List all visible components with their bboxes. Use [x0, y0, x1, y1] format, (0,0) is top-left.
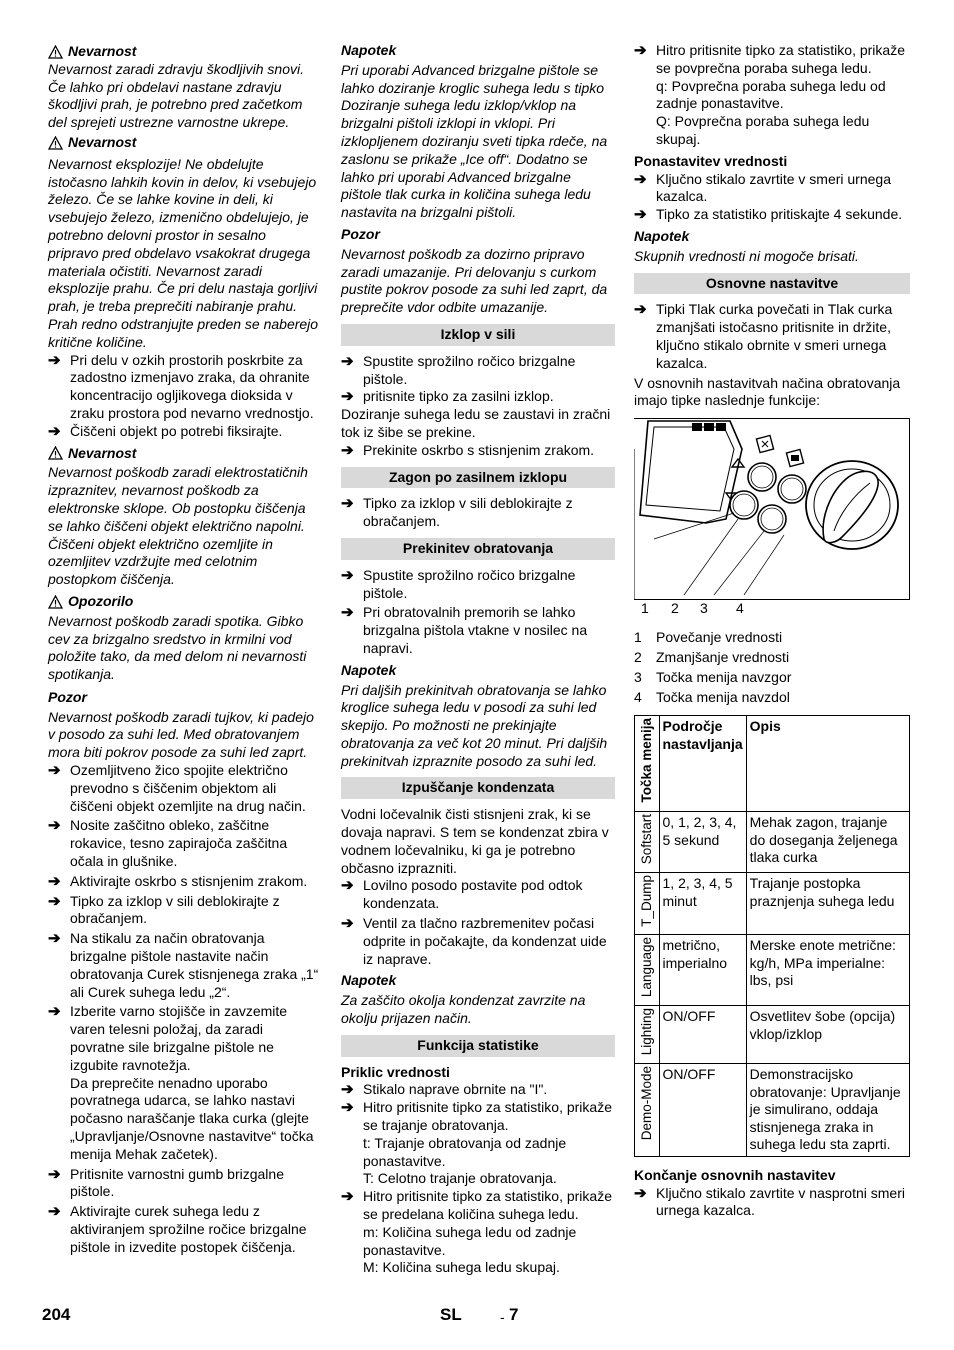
- arrow-icon: ➔: [341, 388, 354, 406]
- control-panel-illustration: [634, 419, 910, 600]
- legend-item: 3 Točka menija navzgor: [634, 668, 792, 685]
- warning-triangle-icon: [48, 446, 63, 460]
- subheading: Ponastavitev vrednosti: [634, 152, 788, 169]
- note-text: Pri uporabi Advanced brizgalne pištole se lahko doziranje kroglic suhega ledu s tipko Doziranje suhega ledu izklop/vklop na brizgalni pištoli izklopi in vklopi. Pri izklopljenem doziranju sveti tipka rdeče, na zaslonu se prikaže „Ice off“. Dodatno se lahko pri uporabi Advanced brizgalne pištole tlak curka in količina suhega ledu nastavita na brizgalni pištoli.: [341, 61, 608, 221]
- page-number: 204: [42, 1305, 71, 1324]
- list-item-detail: m: Količina suhega ledu od zadnje ponastavitve.: [363, 1223, 577, 1258]
- arrow-icon: ➔: [634, 42, 647, 59]
- arrow-icon: ➔: [341, 915, 354, 933]
- danger-heading: [48, 43, 320, 61]
- column-2: [341, 42, 615, 1277]
- settings-table: [634, 715, 910, 1157]
- list-item: ➔ Tipko za izklop v sili deblokirajte z obračanjem.: [341, 495, 573, 530]
- arrow-icon: ➔: [634, 206, 647, 224]
- caution-text: Nevarnost poškodb za dozirno pripravo zaradi umazanije. Pri delovanju s curkom pustite pokrov posode za suhi led zaprt, da preprečite vdor odbite umazanije.: [341, 245, 608, 316]
- warning-triangle-icon: [48, 595, 63, 609]
- arrow-icon: ➔: [341, 1099, 354, 1117]
- warning-title: Opozorilo: [68, 592, 134, 609]
- arrow-icon: ➔: [341, 604, 354, 622]
- arrow-icon: ➔: [634, 1184, 647, 1202]
- list-item: ➔ Spustite sprožilno ročico brizgalne pištole.: [341, 566, 576, 601]
- list-item-detail: M: Količina suhega ledu skupaj.: [363, 1259, 560, 1276]
- list-item: ➔ Ventil za tlačno razbremenitev počasi odprite in počakajte, da kondenzat uide iz naprave.: [341, 915, 607, 967]
- callout-3: 3: [700, 600, 708, 617]
- section-heading-emergency-stop: Izklop v sili: [341, 324, 615, 346]
- danger-heading: [48, 445, 320, 463]
- section-page-number: 7: [509, 1305, 519, 1324]
- list-item-detail: Q: Povprečna poraba suhega ledu skupaj.: [656, 113, 870, 147]
- column-3: [634, 42, 910, 1220]
- list-item: ➔ Prekinite oskrbo s stisnjenim zrakom.: [341, 441, 595, 459]
- table-row: T_Dump 1, 2, 3, 4, 5 minut Trajanje postopka praznjenja suhega ledu: [635, 873, 910, 935]
- danger-heading: [48, 134, 320, 152]
- table-row: Lighting ON/OFF Osvetlitev šobe (opcija) vklop/izklop: [635, 1006, 910, 1064]
- list-item: ➔ Čiščeni objekt po potrebi fiksirajte.: [48, 422, 283, 440]
- list-item: ➔ Pri delu v ozkih prostorih poskrbite za zadostno izmenjavo zraka, da ohranite koncentracijo ogljikovega dioksida v zraku prostora pod nevarno vrednostjo.: [48, 351, 314, 421]
- table-row: Softstart 0, 1, 2, 3, 4, 5 sekund Mehak zagon, trajanje do doseganja željenega tlaka curka: [635, 812, 910, 873]
- warning-triangle-icon: [48, 45, 63, 59]
- list-item: ➔ Ključno stikalo zavrtite v nasprotni smeri urnega kazalca.: [634, 1184, 905, 1219]
- figure-legend: [634, 629, 910, 706]
- column-1: [48, 42, 320, 1257]
- arrow-icon: ➔: [48, 872, 61, 890]
- note-title: Napotek: [341, 661, 397, 678]
- note-text: Skupnih vrednosti ni mogoče brisati.: [634, 247, 859, 264]
- table-row: Language metrično, imperialno Merske enote metrične: kg/h, MPa imperialne: lbs, psi: [635, 935, 910, 1006]
- danger-text: Nevarnost poškodb zaradi elektrostatičnih izpraznitev, nevarnost poškodb za elektronske sklope. Ob postopku čiščenja se lahko čiščeni objekt električno napolni. Čiščeni objekt električno ozemljite in ozemljitev vzdržujte med celotnim postopkom čiščenja.: [48, 464, 308, 588]
- warning-text: Nevarnost poškodb zaradi spotika. Gibko cev za brizgalno sredstvo in krmilni vod položite tako, da med delom ni nevarnosti spotikanja.: [48, 612, 307, 683]
- arrow-icon: ➔: [341, 352, 354, 370]
- list-item: ➔ Hitro pritisnite tipko za statistiko, prikaže se predelana količina suhega ledu.: [341, 1188, 612, 1223]
- table-header-menu: Točka menija: [635, 716, 660, 812]
- arrow-icon: ➔: [634, 170, 647, 188]
- language-code: SL: [440, 1305, 462, 1324]
- list-item-detail: q: Povprečna poraba suhega ledu od zadnje ponastavitve.: [656, 77, 886, 112]
- list-item-note: Da preprečite nenadno uporabo povratnega udarca, se lahko nastavi počasno naraščanje tlaka curka (glejte „Upravljanje/Osnovne nastavitve“ točka menija Mehak začetek).: [70, 1074, 314, 1162]
- list-item: ➔ Tipki Tlak curka povečati in Tlak curka zmanjšati istočasno pritisnite in držite, ključno stikalo obrnite v smeri urnega kazalca.: [634, 301, 893, 371]
- arrow-icon: ➔: [341, 566, 354, 584]
- table-header-description: Opis: [746, 716, 909, 812]
- section-heading-condensate: Izpuščanje kondenzata: [341, 777, 615, 799]
- list-item-detail: t: Trajanje obratovanja od zadnje ponastavitve.: [363, 1134, 567, 1169]
- arrow-icon: ➔: [48, 762, 61, 780]
- legend-item: 1 Povečanje vrednosti: [634, 629, 783, 646]
- callout-1: 1: [641, 600, 649, 617]
- note-text: Za zaščito okolja kondenzat zavrzite na okolju prijazen način.: [341, 992, 586, 1027]
- arrow-icon: ➔: [48, 930, 61, 948]
- list-item: ➔ Pri obratovalnih premorih se lahko brizgalna pištola vtakne v nosilec na napravi.: [341, 604, 588, 656]
- list-item: ➔ Ključno stikalo zavrtite v smeri urnega kazalca.: [634, 170, 891, 205]
- list-item: ➔ Aktivirajte oskrbo s stisnjenim zrakom.: [48, 872, 308, 890]
- subheading: Končanje osnovnih nastavitev: [634, 1166, 836, 1183]
- list-item: ➔ Hitro pritisnite tipko za statistiko, prikaže se trajanje obratovanja.: [341, 1099, 612, 1134]
- list-item-detail: T: Celotno trajanje obratovanja.: [363, 1170, 557, 1187]
- callout-4: 4: [736, 600, 744, 617]
- arrow-icon: ➔: [634, 301, 647, 319]
- subheading: Priklic vrednosti: [341, 1063, 450, 1080]
- danger-text: Nevarnost eksplozije! Ne obdelujte istočasno lahkih kovin in delov, ki vsebujejo železo. Če se lahke kovine in deli, ki vsebujejo železo, izmenično obdelujejo, je potrebno delovni prostor in sesalno pripravo pred obdelavo vsakokrat drugega materiala očistiti. Nevarnost zaradi eksplozije prahu. Če pri delu nastaja gorljivi prah, je treba preprečiti nabiranje prahu. Prah redno odstranjujte preden se naberejo kritične količine.: [48, 155, 319, 350]
- list-item: ➔ Lovilno posodo postavite pod odtok kondenzata.: [341, 877, 583, 912]
- note-text: Pri daljših prekinitvah obratovanja se lahko kroglice suhega ledu v posodi za suhi led skepijo. Po možnosti ne prekinjajte obratovanja za več kot 20 minut. Pri daljših prekinitvah izpraznite posodo za suhi led.: [341, 681, 608, 769]
- danger-title: Nevarnost: [68, 43, 137, 59]
- section-heading-statistics: Funkcija statistike: [341, 1035, 615, 1057]
- callout-2: 2: [671, 600, 679, 617]
- list-item: ➔ Tipko za statistiko pritiskajte 4 sekunde.: [634, 206, 903, 224]
- arrow-icon: ➔: [341, 441, 354, 459]
- warning-heading: [48, 593, 320, 611]
- table-row: Demo-Mode ON/OFF Demonstracijsko obratovanje: Upravljanje je simulirano, oddaja stisnjenega zraka in suhega ledu sta zaprti.: [635, 1064, 910, 1157]
- note-title: Napotek: [341, 972, 397, 989]
- list-item: ➔ Pritisnite varnostni gumb brizgalne pištole.: [48, 1165, 284, 1200]
- section-heading-interruption: Prekinitev obratovanja: [341, 538, 615, 560]
- arrow-icon: ➔: [341, 1081, 354, 1099]
- table-header-row: [635, 716, 910, 812]
- list-item: ➔ Na stikalu za način obratovanja brizgalne pištole nastavite način obratovanja Curek stisnjenega zraka „1“ ali Curek suhega ledu „2“.: [48, 930, 319, 1000]
- list-item: ➔ Ozemljitveno žico spojite električno prevodno s čiščenim objektom ali čiščeni objekt ozemljite na drug način.: [48, 762, 306, 814]
- figure-callouts: [634, 600, 910, 620]
- list-item: ➔ Tipko za izklop v sili deblokirajte z obračanjem.: [48, 892, 280, 927]
- list-item: ➔ pritisnite tipko za zasilni izklop.: [341, 388, 554, 406]
- body-text: V osnovnih nastavitvah načina obratovanja imajo tipke naslednje funkcije:: [634, 374, 901, 409]
- footer-separator: -: [500, 1309, 505, 1325]
- arrow-icon: ➔: [341, 1188, 354, 1206]
- section-heading-basic-settings: Osnovne nastavitve: [634, 273, 910, 295]
- arrow-icon: ➔: [48, 351, 61, 369]
- caution-title: Pozor: [48, 688, 87, 705]
- list-item: ➔ Izberite varno stojišče in zavzemite varen telesni položaj, da zaradi povratne sile brizgalne pištole ne izgubite ravnotežja.: [48, 1003, 288, 1073]
- legend-item: 4 Točka menija navzdol: [634, 688, 790, 705]
- list-item: ➔ Aktivirajte curek suhega ledu z aktiviranjem sprožilne ročice brizgalne pištole in izvedite postopek čiščenja.: [48, 1203, 307, 1255]
- list-item: ➔ Spustite sprožilno ročico brizgalne pištole.: [341, 352, 576, 387]
- legend-item: 2 Zmanjšanje vrednosti: [634, 648, 790, 665]
- arrow-icon: ➔: [48, 892, 61, 910]
- body-text: Vodni ločevalnik čisti stisnjeni zrak, ki se dovaja napravi. S tem se kondenzat zbira v vodnem ločevalniku, ki ga je potrebno občasno izprazniti.: [341, 806, 609, 876]
- arrow-icon: ➔: [48, 817, 61, 835]
- arrow-icon: ➔: [48, 1165, 61, 1183]
- list-item: ➔ Stikalo naprave obrnite na "I".: [341, 1081, 548, 1099]
- section-heading-restart: Zagon po zasilnem izklopu: [341, 467, 615, 489]
- danger-title: Nevarnost: [68, 133, 137, 150]
- note-title: Napotek: [634, 227, 690, 244]
- note-title: Napotek: [341, 42, 397, 58]
- arrow-icon: ➔: [48, 1203, 61, 1221]
- danger-text: Nevarnost zaradi zdravju škodljivih snovi. Če lahko pri obdelavi nastane zdravju škodljivi prah, je potrebno pred začetkom del sprejeti ustrezne varnostne ukrepe.: [48, 60, 304, 131]
- list-item: ➔ Nosite zaščitno obleko, zaščitne rokavice, tesno zapirajoča zaščitna očala in glušnike.: [48, 817, 288, 870]
- arrow-icon: ➔: [341, 495, 354, 513]
- control-panel-figure: [634, 418, 910, 600]
- caution-text: Nevarnost poškodb zaradi tujkov, ki padejo v posodo za suhi led. Med obratovanjem mora biti pokrov posode za suhi led zaprt.: [48, 708, 314, 761]
- arrow-icon: ➔: [48, 422, 61, 440]
- warning-triangle-icon: [48, 136, 63, 150]
- arrow-icon: ➔: [341, 877, 354, 895]
- caution-title: Pozor: [341, 225, 380, 242]
- arrow-icon: ➔: [48, 1003, 61, 1021]
- table-header-range: Področje nastavljanja: [659, 716, 746, 812]
- body-text: Doziranje suhega ledu se zaustavi in zračni tok iz šibe se prekine.: [341, 406, 611, 440]
- danger-title: Nevarnost: [68, 444, 137, 461]
- list-item: ➔ Hitro pritisnite tipko za statistiko, prikaže se povprečna poraba suhega ledu.: [634, 42, 905, 76]
